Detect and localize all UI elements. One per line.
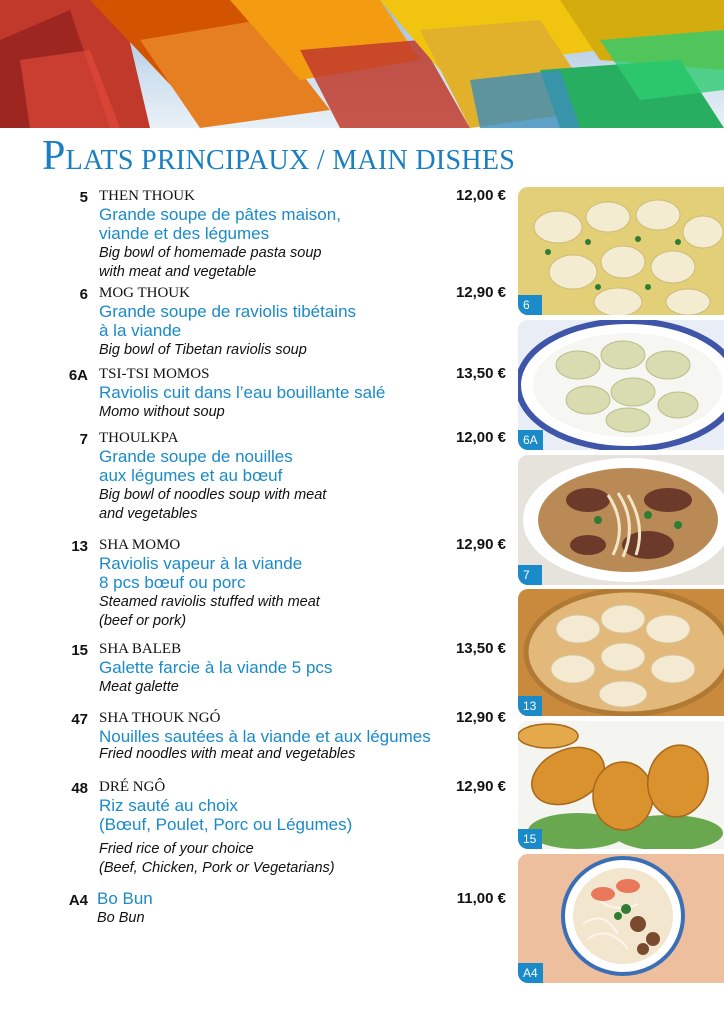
photo-label: A4 (518, 963, 543, 983)
item-price: 12,00 € (455, 187, 506, 204)
item-description-en: (Beef, Chicken, Pork or Vegetarians) (99, 860, 335, 876)
photo-label: 13 (518, 696, 542, 716)
item-price: 13,50 € (455, 365, 506, 382)
prayer-flags-banner (0, 0, 724, 128)
item-description-fr: Grande soupe de nouilles (99, 447, 293, 466)
meat-galette-photo (518, 721, 724, 849)
item-description-en: Bo Bun (97, 910, 145, 926)
noodle-soup-photo (518, 455, 724, 585)
item-price: 12,90 € (455, 284, 506, 301)
item-description-fr: (Bœuf, Poulet, Porc ou Légumes) (99, 815, 353, 834)
item-description-fr: Nouilles sautées à la viande et aux légumes (99, 727, 431, 746)
item-name: SHA THOUK NGÓ (99, 710, 221, 726)
item-number: 6A (68, 367, 88, 384)
item-description-en: Fried rice of your choice (99, 841, 254, 857)
item-number: 5 (79, 189, 88, 206)
item-description-en: and vegetables (99, 506, 198, 522)
item-description-en: with meat and vegetable (99, 264, 257, 280)
item-description-en: Steamed raviolis stuffed with meat (99, 594, 320, 610)
item-description-fr: Raviolis vapeur à la viande (99, 554, 303, 573)
photo-label: 15 (518, 829, 542, 849)
item-number: 47 (71, 711, 88, 728)
item-number: 6 (79, 286, 88, 303)
item-price: 12,90 € (455, 536, 506, 553)
item-description-en: (beef or pork) (99, 613, 187, 629)
item-name: DRÉ NGÔ (99, 779, 166, 795)
item-name: MOG THOUK (99, 285, 190, 301)
item-name: TSI-TSI MOMOS (99, 366, 210, 382)
item-description-en: Big bowl of Tibetan raviolis soup (99, 342, 307, 358)
item-price: 12,90 € (455, 709, 506, 726)
item-name: THOULKPA (99, 430, 179, 446)
item-description-fr: viande et des légumes (99, 224, 270, 243)
item-description-en: Big bowl of noodles soup with meat (99, 487, 327, 503)
item-price: 12,90 € (455, 778, 506, 795)
item-number: A4 (68, 892, 88, 909)
item-description-fr: 8 pcs bœuf ou porc (99, 573, 246, 592)
item-name: SHA MOMO (99, 537, 181, 553)
bo-bun-photo (518, 854, 724, 983)
item-number: 48 (71, 780, 88, 797)
item-description-en: Big bowl of homemade pasta soup (99, 245, 322, 261)
item-number: 7 (79, 431, 88, 448)
item-description-en: Meat galette (99, 679, 179, 695)
item-name: THEN THOUK (99, 188, 195, 204)
item-description-fr: à la viande (99, 321, 182, 340)
item-price: 11,00 € (456, 890, 506, 907)
photo-label: 6 (518, 295, 542, 315)
item-price: 12,00 € (455, 429, 506, 446)
item-description-fr: Raviolis cuit dans l’eau bouillante salé (99, 383, 386, 402)
item-name: SHA BALEB (99, 641, 182, 657)
item-description-fr: Galette farcie à la viande 5 pcs (99, 658, 333, 677)
momo-plate-photo (518, 320, 724, 450)
item-description-fr: Grande soupe de pâtes maison, (99, 205, 341, 224)
item-description-en: Fried noodles with meat and vegetables (99, 746, 356, 762)
item-description-fr: Riz sauté au choix (99, 796, 238, 815)
item-number: 13 (71, 538, 88, 555)
photo-label: 6A (518, 430, 543, 450)
item-number: 15 (71, 642, 88, 659)
item-price: 13,50 € (455, 640, 506, 657)
steamed-momo-photo (518, 589, 724, 716)
item-description-fr: aux légumes et au bœuf (99, 466, 283, 485)
item-name: Bo Bun (97, 889, 153, 908)
photo-label: 7 (518, 565, 542, 585)
item-description-fr: Grande soupe de raviolis tibétains (99, 302, 357, 321)
page-title: PLATS PRINCIPAUX / MAIN DISHES (42, 133, 516, 179)
soup-dumplings-photo (518, 187, 724, 315)
item-description-en: Momo without soup (99, 404, 225, 420)
